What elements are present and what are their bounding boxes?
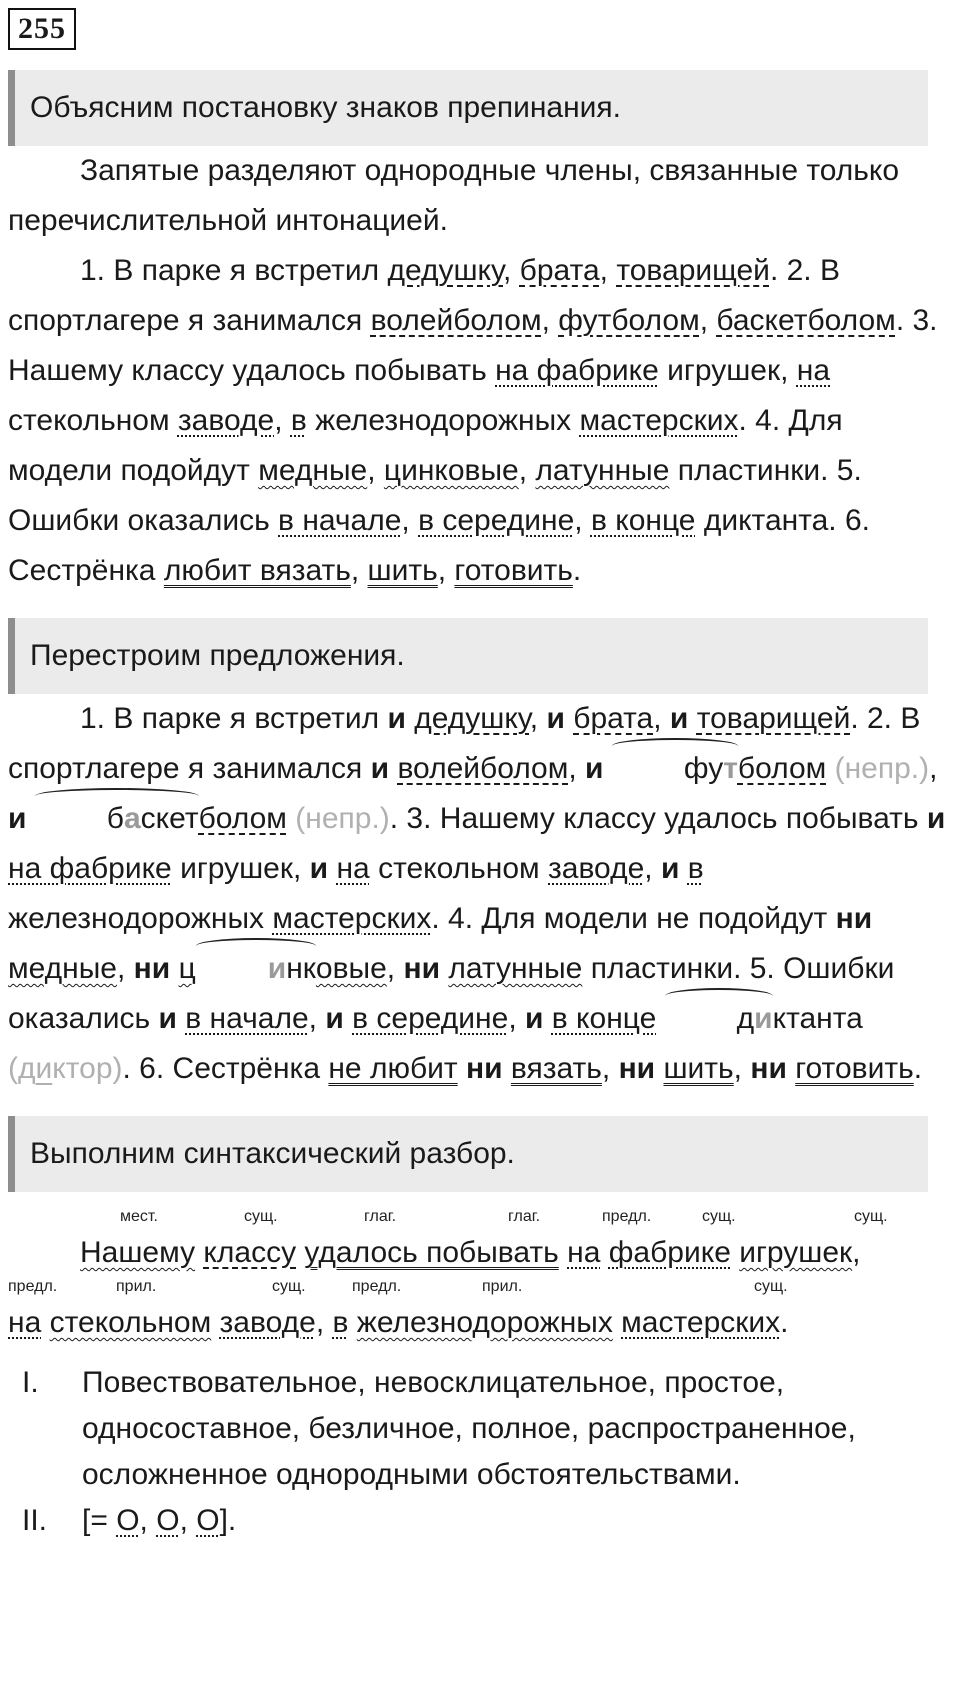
homogeneous-word: на фабрике [495,354,659,387]
pos-label: глаг. [364,1208,397,1225]
list-item: II. [= О, О, О]. [8,1498,950,1544]
homogeneous-word: товарищей [616,254,770,287]
homogeneous-word: латунные [535,454,670,487]
task-number: 255 [8,8,76,50]
homogeneous-word: баскетболом [716,304,896,337]
list-item: I. Повествовательное, невосклицательное, простое, односоставное, безличное, полное, распространенное, осложненное однородными обстоятельствами. [22,1366,856,1491]
pos-label: предл. [8,1278,58,1295]
pos-labels-line-2 [8,1276,950,1300]
homogeneous-word: в конце [590,504,696,537]
pos-label: предл. [352,1278,402,1295]
homogeneous-word: в середине [418,504,575,537]
characteristics-list [8,1360,950,1544]
homogeneous-word: цинковые [383,454,519,487]
homogeneous-word: дедушку [387,254,503,287]
homogeneous-word: медные [258,454,368,487]
root-arc: фут [612,744,738,794]
homogeneous-word: шить [367,554,438,587]
pos-label: глаг. [508,1208,541,1225]
root-arc: баскет [35,794,199,844]
root-arc: ди [665,994,773,1044]
intro-paragraph: Запятые разделяют однородные члены, связанные только перечислительной интонацией. [8,154,900,237]
root-arc: инк [196,944,316,994]
homogeneous-word: волейболом [370,304,542,337]
homogeneous-word: в [290,404,307,437]
rebuilt-sentences-paragraph: 1. В парке я встретил и дедушку, и брата, и товарищей. 2. В спортлагере я занимался и волейболом, и футболом (непр.), и баскетболом (непр.). 3. Нашему классу удалось побывать и на фабрике игрушек, и на стекольном заводе, и в железнодорожных мастерских. 4. Для модели не подойдут ни медные, ни ц инковые, ни латунные пластинки. 5. Ошибки оказались и в начале, и в середине, и в конце диктанта (диктор). 6. Сестрёнка не любит ни вязать, ни шить, ни готовить. [8,702,946,1085]
homogeneous-word: заводе [177,404,275,437]
parse-line-1: Нашему классу удалось побывать на фабрике игрушек, [80,1236,861,1269]
homogeneous-word: на [796,354,831,387]
pos-labels-line-1 [8,1206,950,1230]
pos-label: предл. [602,1208,652,1225]
homogeneous-word: футболом [558,304,700,337]
pos-label: сущ. [754,1278,788,1295]
pos-label: прил. [116,1278,157,1295]
pos-label: сущ. [272,1278,306,1295]
homogeneous-word: любит вязать [163,554,351,587]
homogeneous-word: брата [519,254,600,287]
homogeneous-word: в начале [278,504,402,537]
pos-label: сущ. [702,1208,736,1225]
pos-label: мест. [120,1208,158,1225]
parse-line-2: на стекольном заводе, в железнодорожных мастерских. [8,1306,789,1339]
pos-label: сущ. [244,1208,278,1225]
original-sentences-paragraph: 1. В парке я встретил дедушку, брата, товарищей. 2. В спортлагере я занимался волейболом, футболом, баскетболом. 3. Нашему классу удалось побывать на фабрике игрушек, на стекольном заводе, в железнодорожных мастерских. 4. Для модели подойдут медные, цинковые, латунные пластинки. 5. Ошибки оказались в начале, в середине, в конце диктанта. 6. Сестрёнка любит вязать, шить, готовить. [8,254,938,587]
pos-label: прил. [482,1278,523,1295]
pos-label: сущ. [854,1208,888,1225]
sentence-scheme: [= О, О, О]. [82,1504,237,1537]
homogeneous-word: готовить [454,554,573,587]
homogeneous-word: мастерских [579,404,739,437]
section-heading-rebuild: Перестроим предложения. [8,618,928,694]
syntax-parse [8,1206,950,1346]
section-heading-punctuation: Объясним постановку знаков препинания. [8,70,928,146]
section-heading-parse: Выполним синтаксический разбор. [8,1116,928,1192]
exercise-page [8,8,950,1544]
